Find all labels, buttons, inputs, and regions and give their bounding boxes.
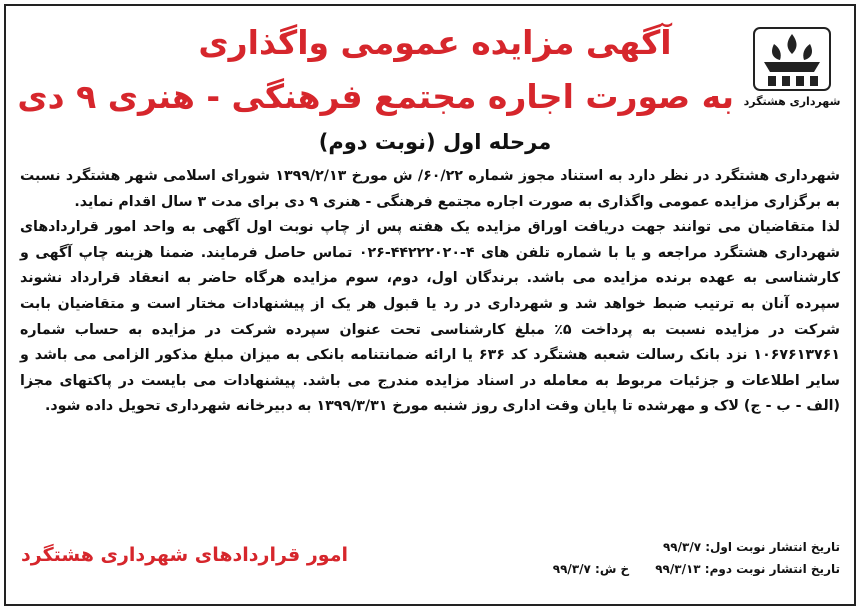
logo-label: شهرداری هشتگرد: [743, 95, 841, 108]
second-publish-date: تاریخ انتشار نوبت دوم: ۹۹/۳/۱۳: [655, 562, 840, 576]
publish-dates: [520, 536, 840, 580]
advertisement-frame: [4, 4, 856, 606]
municipality-logo: [744, 26, 840, 122]
ad-body: [20, 164, 840, 420]
signature: امور قراردادهای شهرداری هشتگرد: [21, 544, 348, 566]
municipality-emblem-icon: [752, 26, 832, 92]
publish-code: خ ش: ۹۹/۳/۷: [552, 562, 630, 576]
body-paragraph-2: لذا متقاضیان می توانند جهت دریافت اوراق مزایده یک هفته پس از چاپ نوبت اول آگهی به واحد امور قراردادهای شهرداری هشتگرد مراجعه و یا با شماره تلفن های ۴-۴۴۲۲۲۰۲۰-۰۲۶ تماس حاصل فرمایند. ضمنا هزینه چاپ آگهی و کارشناسی به عهده برنده مزایده می باشد. برندگان اول، دوم، سوم مزایده هرگاه حاضر به انعقاد قرارداد نشوند سپرده آنان به ترتیب ضبط خواهد شد و شهرداری در رد یا قبول هر یک از پیشنهادات مختار است و متقاضیان بابت شرکت در مزایده نسبت به پرداخت ۵٪ مبلغ کارشناسی تحت عنوان سپرده شرکت در مزایده به حساب شماره ۱۰۶۷۶۱۳۷۶۱ نزد بانک رسالت شعبه هشتگرد کد ۶۳۶ یا ارائه ضمانتنامه بانکی به میزان مبلغ مذکور الزامی می باشد و سایر اطلاعات و جزئیات مربوط به معامله در اسناد مزایده مندرج می باشد. پیشنهادات می بایست در پاکتهای مجزا (الف - ب - ج) لاک و مهرشده تا پایان وقت اداری روز شنبه مورخ ۱۳۹۹/۳/۳۱ به دبیرخانه شهرداری تحویل داده شود.: [20, 219, 840, 415]
ad-title-line-2: به صورت اجاره مجتمع فرهنگی - هنری ۹ دی: [17, 77, 734, 116]
body-paragraph-1: شهرداری هشتگرد در نظر دارد به استناد مجوز شماره ۶۰/۲۲/ ش مورخ ۱۳۹۹/۲/۱۳ شورای اسلامی شهر هشتگرد نسبت به برگزاری مزایده عمومی واگذاری به صورت اجاره مجتمع فرهنگی - هنری ۹ دی برای مدت ۳ سال اقدام نماید.: [20, 168, 840, 210]
first-publish-date: تاریخ انتشار نوبت اول: ۹۹/۳/۷: [662, 540, 840, 554]
ad-stage: مرحله اول (نوبت دوم): [318, 130, 552, 154]
ad-title-line-1: آگهی مزایده عمومی واگذاری: [198, 23, 672, 62]
